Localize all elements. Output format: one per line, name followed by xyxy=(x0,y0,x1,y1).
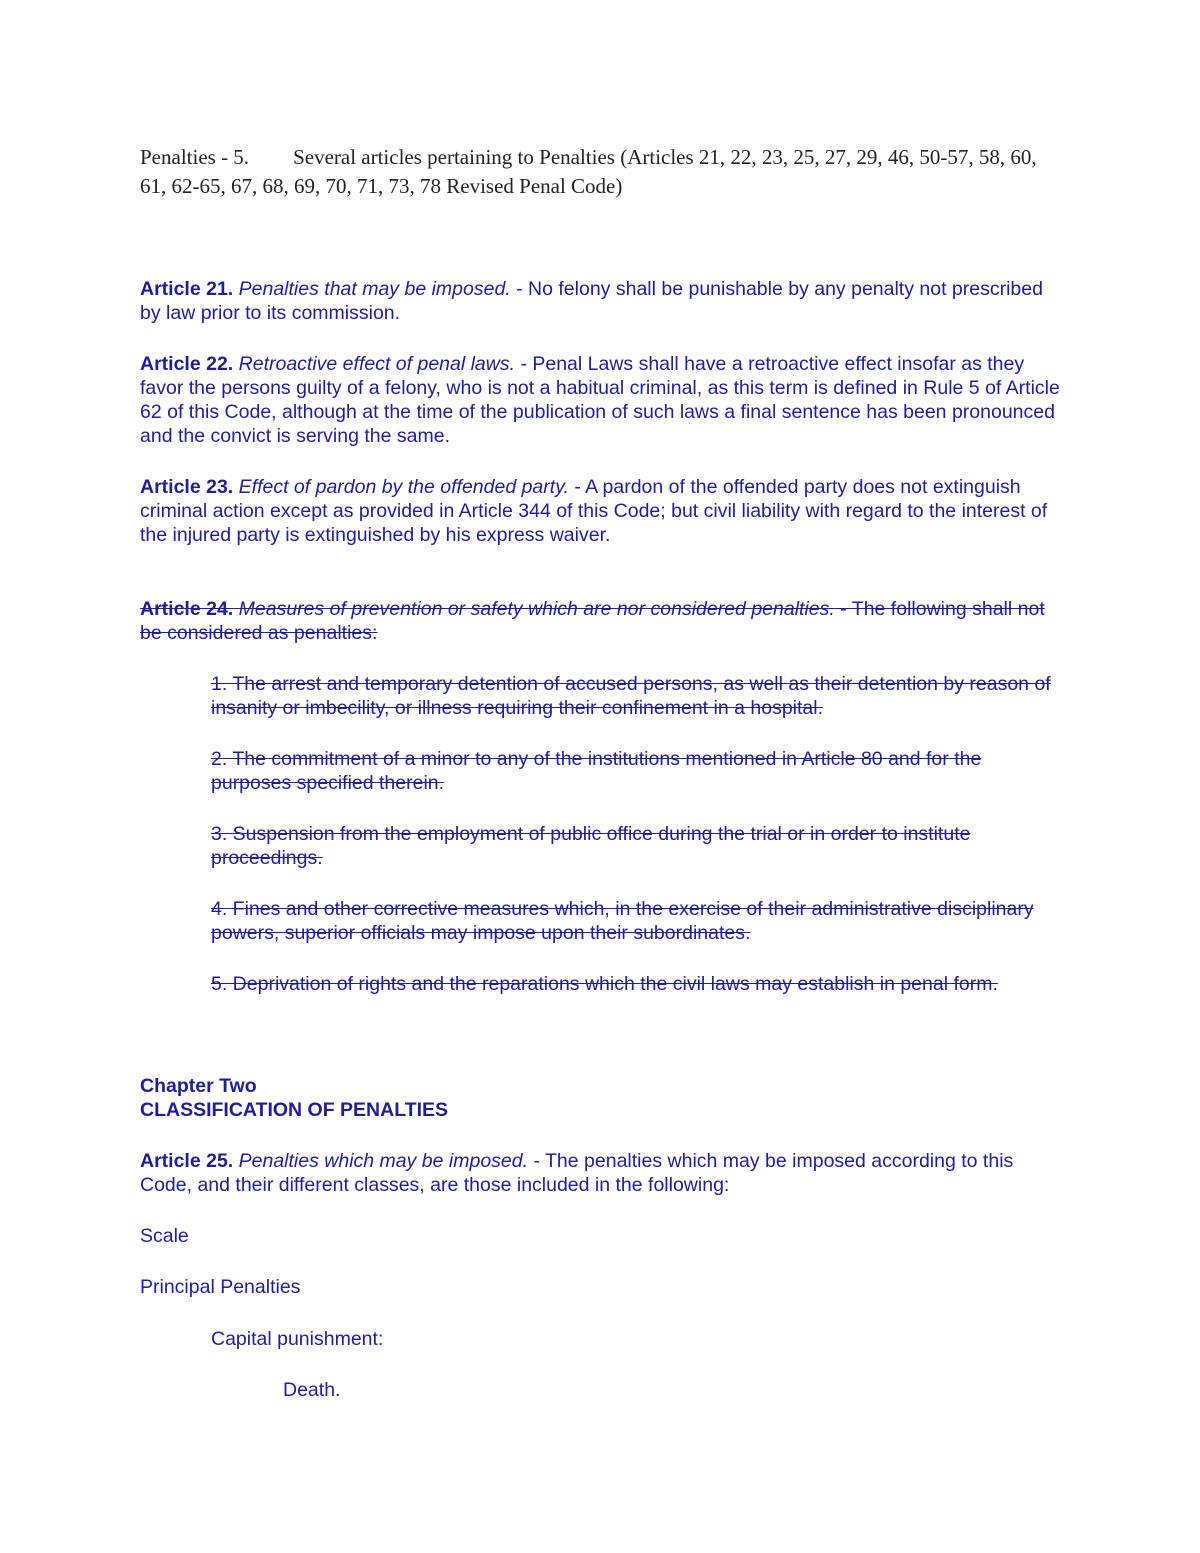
chapter-number: Chapter Two xyxy=(140,1075,257,1097)
article-21-label: Article 21. xyxy=(140,278,234,300)
article-24-item-3: 3. Suspension from the employment of public office during the trial or in order to institute proceedings. xyxy=(211,823,971,869)
article-24-title: Measures of prevention or safety which are nor considered penalties. xyxy=(238,598,835,620)
article-25 xyxy=(140,1149,1060,1197)
scale-label: Scale xyxy=(140,1225,189,1247)
header-text: Several articles pertaining to Penalties (Articles 21, 22, 23, 25, 27, 29, 46, 50-57, 58, 60, 61, 62-65, 67, 68, 69, 70, 71, 73, 78 Revised Penal Code) xyxy=(140,145,1037,198)
article-21 xyxy=(140,277,1060,325)
article-25-text: - The penalties which may be imposed according to this Code, and their different classes, are those included in the following: xyxy=(140,1150,1014,1196)
document-header xyxy=(140,143,1045,201)
principal-penalties: Principal Penalties xyxy=(140,1276,301,1298)
article-23-title: Effect of pardon by the offended party. xyxy=(238,476,569,498)
article-24-item-4: 4. Fines and other corrective measures which, in the exercise of their administrative disciplinary powers, superior officials may impose upon their subordinates. xyxy=(211,898,1034,944)
article-24-text: - The following shall not be considered as penalties: xyxy=(140,598,1045,644)
article-22-label: Article 22. xyxy=(140,353,234,375)
article-24 xyxy=(140,597,1060,645)
death-penalty: Death. xyxy=(283,1379,341,1401)
article-22 xyxy=(140,352,1060,448)
capital-punishment: Capital punishment: xyxy=(211,1328,384,1350)
chapter-title: CLASSIFICATION OF PENALTIES xyxy=(140,1099,449,1121)
article-24-item-1: 1. The arrest and temporary detention of accused persons, as well as their detention by reason of insanity or imbecility, or illness requiring their confinement in a hospital. xyxy=(211,673,1051,719)
article-22-title: Retroactive effect of penal laws. xyxy=(238,353,516,375)
article-25-title: Penalties which may be imposed. xyxy=(238,1150,529,1172)
article-22-text: - Penal Laws shall have a retroactive effect insofar as they favor the persons guilty of a felony, who is not a habitual criminal, as this term is defined in Rule 5 of Article 62 of this Code, although at the time of the publication of such laws a final sentence has been pronounced and the convict is serving the same. xyxy=(140,353,1060,447)
article-21-title: Penalties that may be imposed. xyxy=(238,278,511,300)
article-24-item-2: 2. The commitment of a minor to any of the institutions mentioned in Article 80 and for the purposes specified therein. xyxy=(211,748,982,794)
article-24-label: Article 24. xyxy=(140,598,234,620)
article-23 xyxy=(140,475,1060,547)
article-21-text: - No felony shall be punishable by any penalty not prescribed by law prior to its commission. xyxy=(140,278,1043,324)
header-prefix: Penalties - 5. xyxy=(140,145,250,169)
article-24-item-5: 5. Deprivation of rights and the reparations which the civil laws may establish in penal form. xyxy=(211,973,998,995)
article-25-label: Article 25. xyxy=(140,1150,234,1172)
article-23-text: - A pardon of the offended party does not extinguish criminal action except as provided in Article 344 of this Code; but civil liability with regard to the interest of the injured party is extinguished by his express waiver. xyxy=(140,476,1048,546)
article-23-label: Article 23. xyxy=(140,476,234,498)
